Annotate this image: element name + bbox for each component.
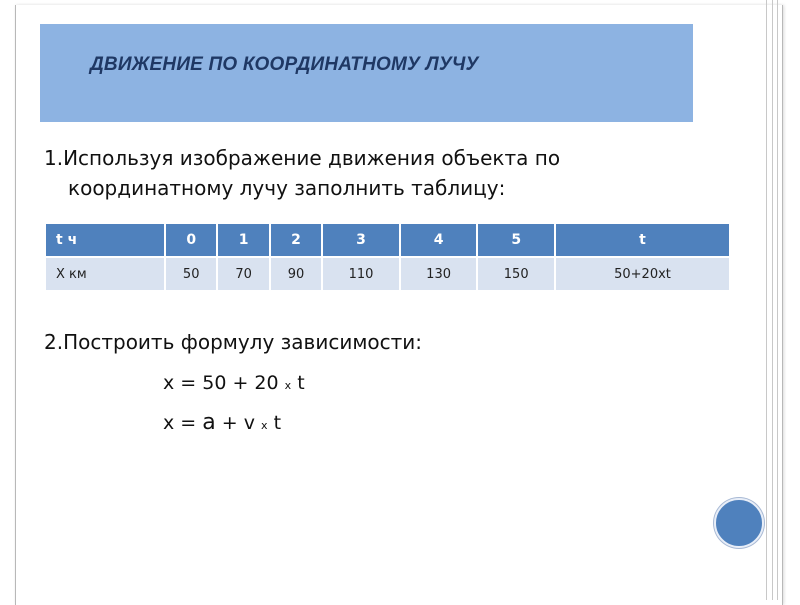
table-cell: 70: [218, 258, 268, 290]
table-header-cell: 0: [166, 224, 216, 256]
table-cell: 90: [271, 258, 321, 290]
table-header-cell: 5: [478, 224, 554, 256]
table-header-cell: 3: [323, 224, 399, 256]
task2-text: 2.Построить формулу зависимости:: [44, 330, 423, 354]
table-cell: 50+20xt: [556, 258, 729, 290]
formula-1-lhs: x = 50 + 20: [163, 372, 285, 394]
formula-2-a: a: [202, 410, 216, 435]
formula-2-mid: + v: [215, 412, 262, 434]
table-cell: X км: [46, 258, 164, 290]
table-cell: 50: [166, 258, 216, 290]
table-cell: 130: [401, 258, 477, 290]
table-row: [46, 258, 729, 290]
table-header-row: [46, 224, 729, 256]
decor-line: [766, 0, 767, 600]
table-header-cell: 1: [218, 224, 268, 256]
formula-2: [163, 410, 281, 435]
slide-title: ДВИЖЕНИЕ ПО КООРДИНАТНОМУ ЛУЧУ: [90, 54, 479, 75]
task1-line1: 1.Используя изображение движения объекта по: [44, 146, 561, 170]
decor-line: [772, 0, 773, 600]
formula-1: [163, 372, 305, 394]
multiply-sign: x: [261, 419, 268, 432]
table-header-cell: 2: [271, 224, 321, 256]
multiply-sign: x: [284, 379, 292, 392]
decor-line: [777, 0, 778, 600]
table-header-cell: t: [556, 224, 729, 256]
table-cell: 110: [323, 258, 399, 290]
task1-line2: координатному лучу заполнить таблицу:: [68, 176, 506, 200]
data-table: [44, 222, 731, 292]
circle-ornament-icon: [714, 498, 764, 548]
table-cell: 150: [478, 258, 554, 290]
formula-2-lhs: x =: [163, 412, 203, 434]
table-header-cell: 4: [401, 224, 477, 256]
formula-2-rhs: t: [267, 412, 282, 434]
formula-1-rhs: t: [291, 372, 305, 394]
table-header-cell: t ч: [46, 224, 164, 256]
